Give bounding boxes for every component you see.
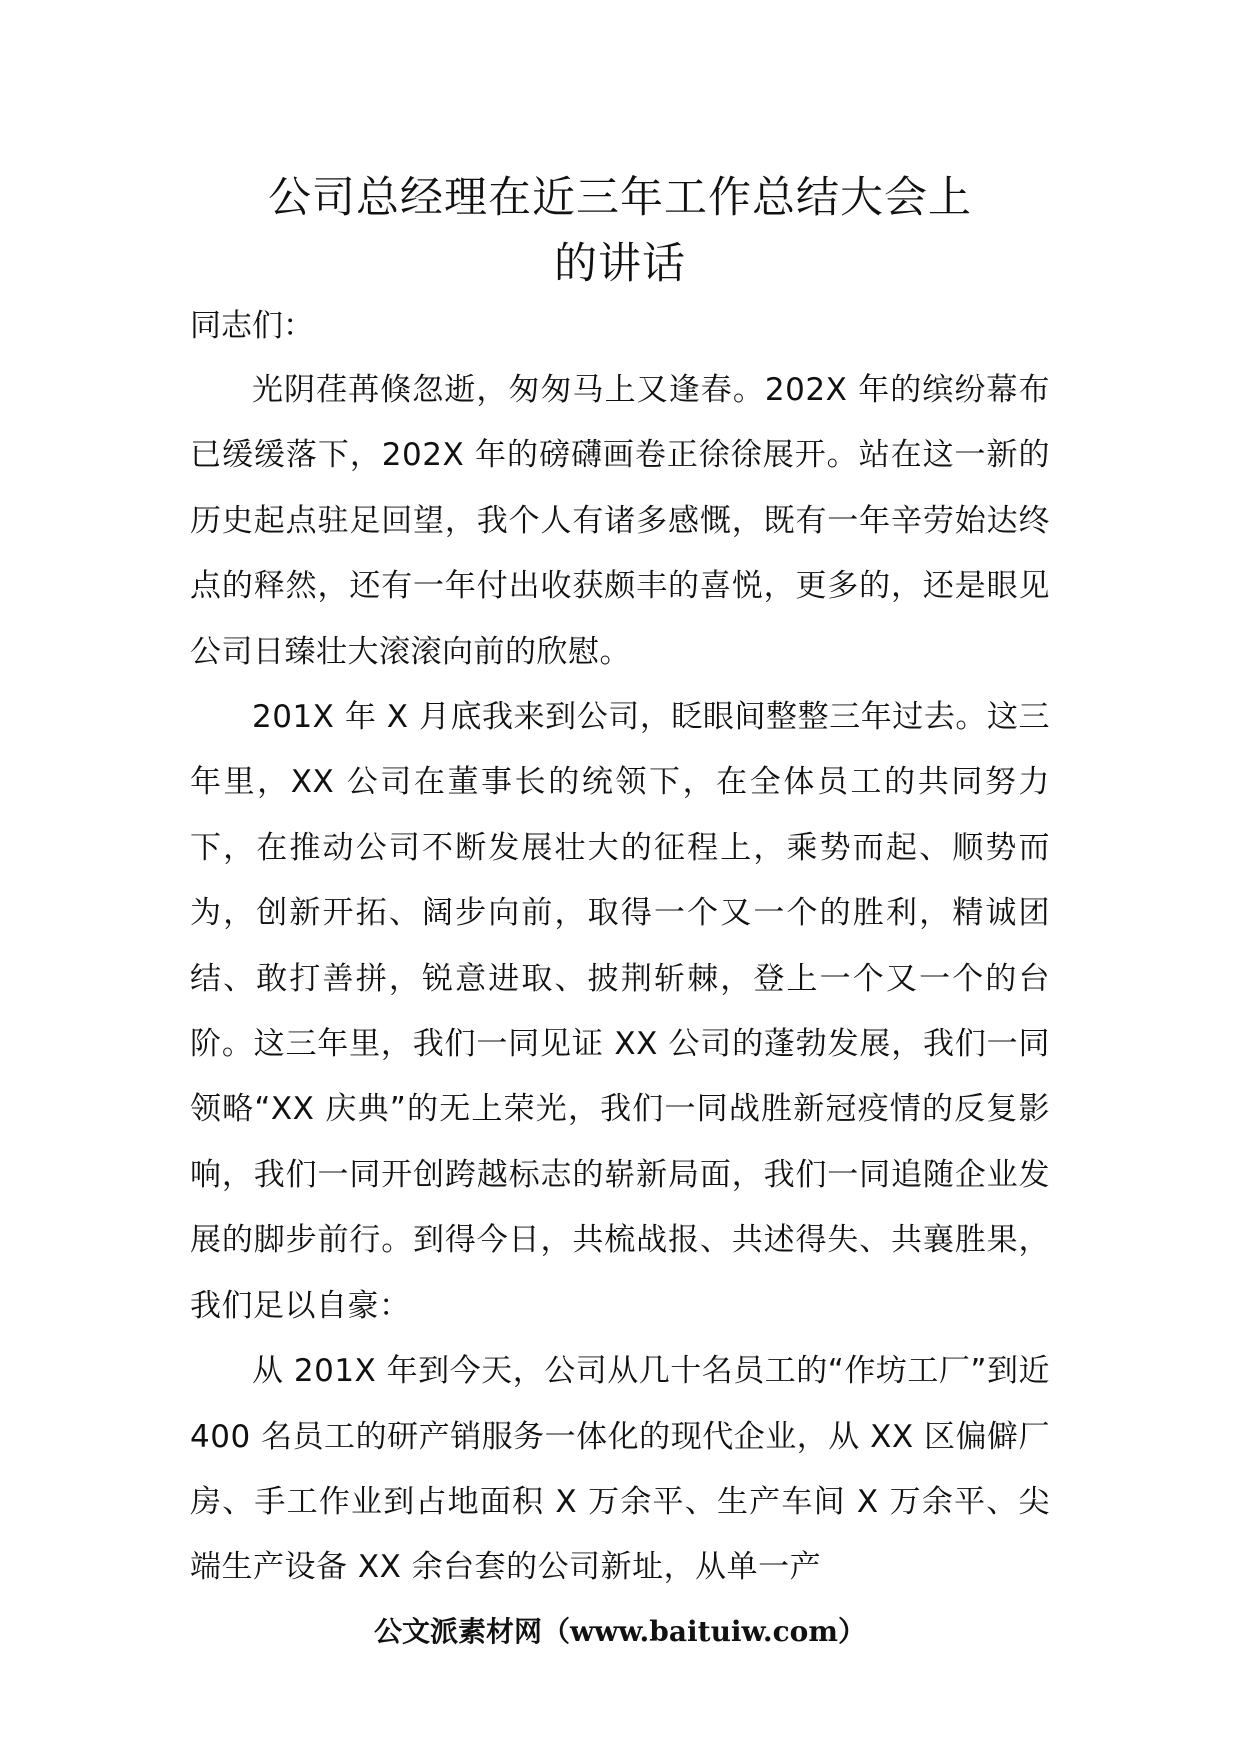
paragraph-2: 201X 年 X 月底我来到公司，眨眼间整整三年过去。这三年里，XX 公司在董事长的统领下，在全体员工的共同努力下，在推动公司不断发展壮大的征程上，乘势而起、顺势而为，创新开拓、阔步向前，取得一个又一个的胜利，精诚团结、敢打善拼，锐意进取、披荆斩棘，登上一个又一个的台阶。这三年里，我们一同见证 XX 公司的蓬勃发展，我们一同领略“XX 庆典”的无上荣光，我们一同战胜新冠疫情的反复影响，我们一同开创跨越标志的崭新局面，我们一同追随企业发展的脚步前行。到得今日，共梳战报、共述得失、共襄胜果，我们足以自豪： (190, 699, 1050, 1324)
watermark-footer: 公文派素材网（www.baituiw.com） (374, 1615, 866, 1648)
paragraph-1: 光阴荏苒倏忽逝，匆匆马上又逢春。202X 年的缤纷幕布已缓缓落下，202X 年的磅礴画卷正徐徐展开。站在这一新的历史起点驻足回望，我个人有诸多感慨，既有一年辛劳始达终点的释然，还有一年付出收获颇丰的喜悦，更多的，还是眼见公司日臻壮大滚滚向前的欣慰。 (190, 372, 1050, 670)
document-body (190, 358, 1050, 1601)
salutation: 同志们： (190, 308, 314, 344)
document-title-line-1: 公司总经理在近三年工作总结大会上 (268, 173, 972, 223)
paragraph-3: 从 201X 年到今天，公司从几十名员工的“作坊工厂”到近 400 名员工的研产销服务一体化的现代企业，从 XX 区偏僻厂房、手工作业到占地面积 X 万余平、生产车间 X 万余平、尖端生产设备 XX 余台套的公司新址，从单一产 (190, 1353, 1050, 1586)
document-title-line-2: 的讲话 (554, 239, 686, 289)
